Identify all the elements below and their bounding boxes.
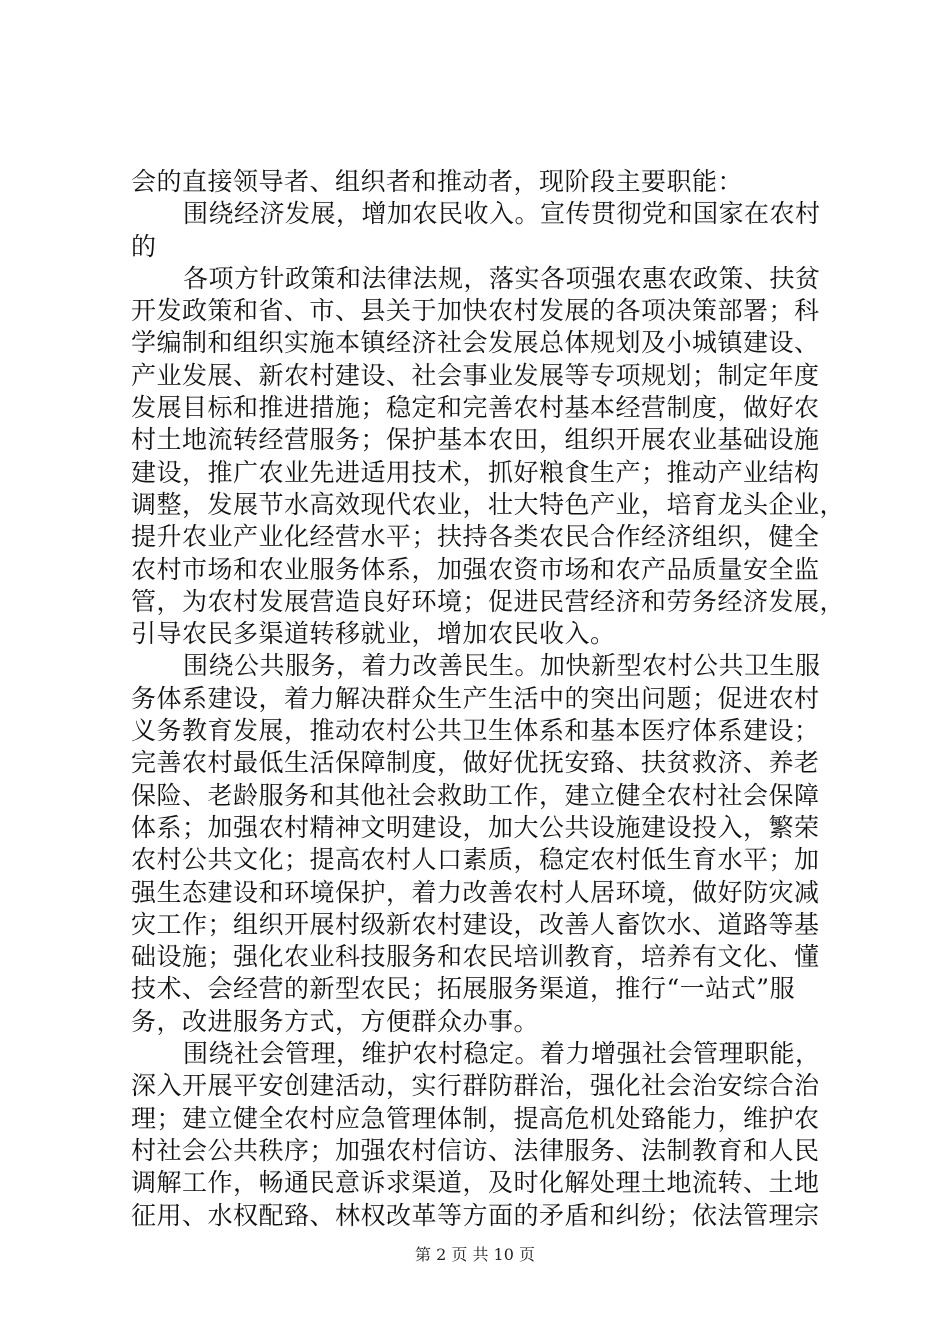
- text-line: 理；建立健全农村应急管理体制，提高危机处臵能力，维护农: [131, 1103, 820, 1133]
- text-line: 会的直接领导者、组织者和推动者，现阶段主要职能：: [131, 167, 744, 196]
- page-footer: [0, 1245, 950, 1265]
- text-line: 保险、老龄服务和其他社会救助工作，建立健全农村社会保障: [131, 780, 820, 810]
- text-line: 村社会公共秩序；加强农村信访、法律服务、法制教育和人民: [131, 1135, 820, 1165]
- text-line: 灾工作；组织开展村级新农村建设，改善人畜饮水、道路等基: [131, 909, 820, 939]
- text-line: 产业发展、新农村建设、社会事业发展等专项规划；制定年度: [131, 360, 820, 390]
- text-line: 调整，发展节水高效现代农业，壮大特色产业，培育龙头企业，: [131, 489, 846, 519]
- text-line: 建设，推广农业先进适用技术，抓好粮食生产；推动产业结构: [131, 457, 820, 487]
- text-line: 完善农村最低生活保障制度，做好优抚安臵、扶贫救济、养老: [131, 748, 820, 778]
- text-line: 调解工作，畅通民意诉求渠道，及时化解处理土地流转、土地: [131, 1168, 820, 1198]
- paragraph-start-line: 围绕社会管理，维护农村稳定。着力增强社会管理职能，: [183, 1039, 821, 1069]
- text-line: 引导农民多渠道转移就业，增加农民收入。: [131, 619, 616, 649]
- text-line: 发展目标和推进措施；稳定和完善农村基本经营制度，做好农: [131, 393, 820, 423]
- text-line: 的: [131, 231, 157, 261]
- document-body: [131, 166, 846, 1232]
- text-line: 义务教育发展，推动农村公共卫生体系和基本医疗体系建设；: [131, 716, 820, 746]
- text-line: 管，为农村发展营造良好环境；促进民营经济和劳务经济发展，: [131, 586, 846, 616]
- paragraph-start-line: 围绕经济发展，增加农民收入。宣传贯彻党和国家在农村: [183, 199, 821, 229]
- text-line: 提升农业产业化经营水平；扶持各类农民合作经济组织，健全: [131, 522, 820, 552]
- text-line: 开发政策和省、市、县关于加快农村发展的各项决策部署；科: [131, 296, 820, 326]
- text-line: 村土地流转经营服务；保护基本农田，组织开展农业基础设施: [131, 425, 820, 455]
- text-line: 农村市场和农业服务体系，加强农资市场和农产品质量安全监: [131, 554, 820, 584]
- text-line: 础设施；强化农业科技服务和农民培训教育，培养有文化、懂: [131, 942, 820, 972]
- text-line: 务，改进服务方式，方便群众办事。: [131, 1006, 540, 1036]
- text-line: 深入开展平安创建活动，实行群防群治，强化社会治安综合治: [131, 1071, 820, 1101]
- text-line: 技术、会经营的新型农民；拓展服务渠道，推行“一站式”服: [131, 974, 796, 1004]
- text-line: 体系；加强农村精神文明建设，加大公共设施建设投入，繁荣: [131, 812, 820, 842]
- text-line: 务体系建设，着力解决群众生产生活中的突出问题；促进农村: [131, 683, 820, 713]
- paragraph-start-line: 各项方针政策和法律法规，落实各项强农惠农政策、扶贫: [183, 263, 821, 293]
- text-line: 农村公共文化；提高农村人口素质，稳定农村低生育水平；加: [131, 845, 820, 875]
- text-line: 学编制和组织实施本镇经济社会发展总体规划及小城镇建设、: [131, 328, 820, 358]
- text-line: 强生态建设和环境保护，着力改善农村人居环境，做好防灾减: [131, 877, 820, 907]
- paragraph-start-line: 围绕公共服务，着力改善民生。加快新型农村公共卫生服: [183, 651, 821, 681]
- page-indicator: 第 2 页 共 10 页: [415, 1245, 535, 1264]
- text-line: 征用、水权配臵、林权改革等方面的矛盾和纠纷；依法管理宗: [131, 1200, 820, 1230]
